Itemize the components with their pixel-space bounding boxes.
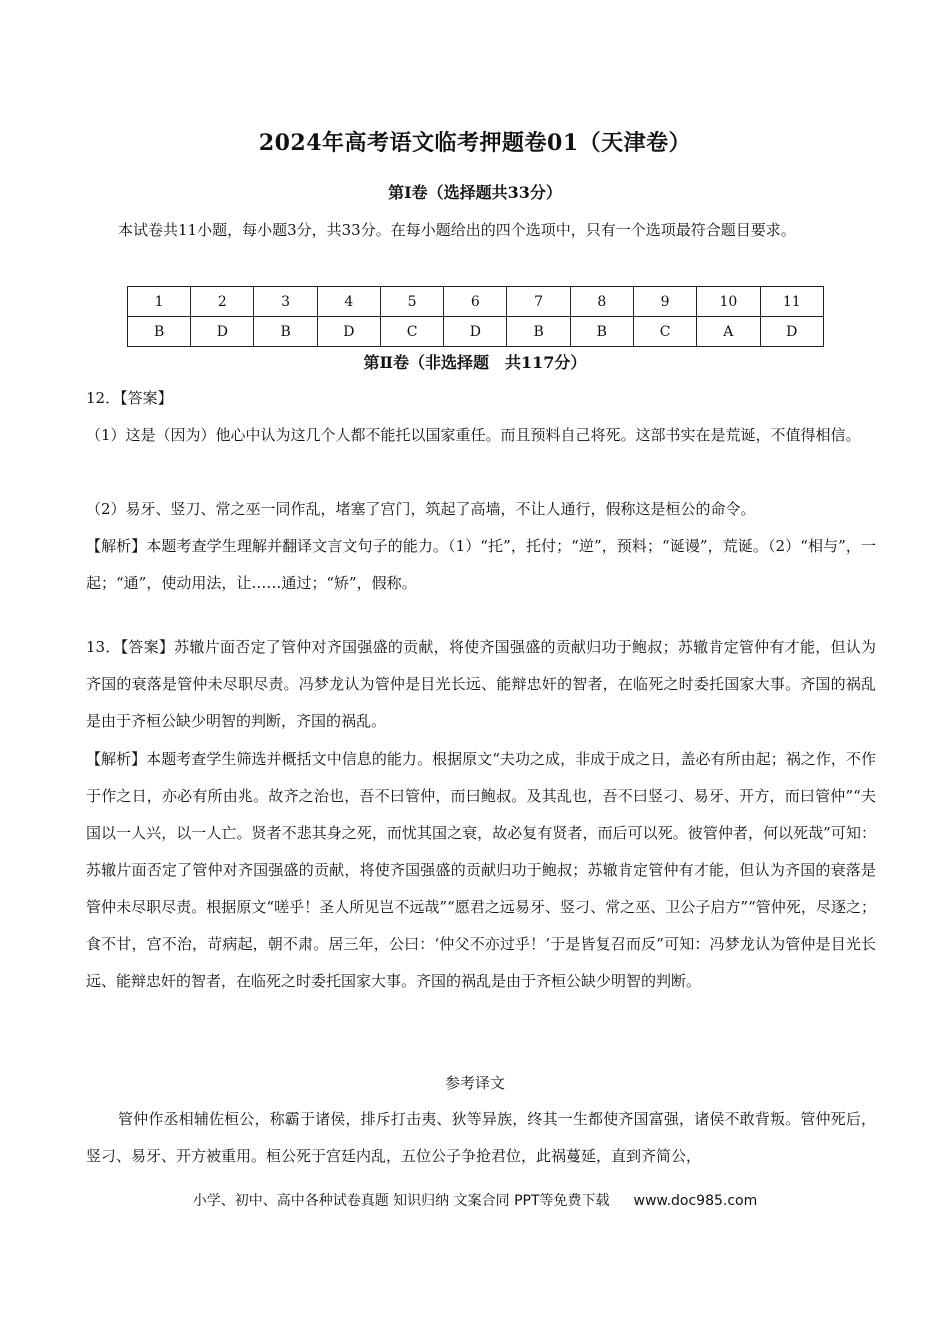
translation-heading: 参考译文 <box>444 1074 505 1092</box>
answer-cell: D <box>444 317 507 347</box>
answer-cell: B <box>254 317 317 347</box>
q12-analysis: 【解析】本题考查学生理解并翻译文言文句子的能力。（1）“托”，托付；“逆”，预料；“诞谩”，荒诞。（2）“相与”，一起；“通”，使动用法，让……通过；“矫”，假称。 <box>86 537 876 592</box>
page-title: 2024年高考语文临考押题卷01（天津卷） <box>258 130 692 156</box>
q13-answer: 13．【答案】苏辙片面否定了管仲对齐国强盛的贡献，将使齐国强盛的贡献归功于鲍叔；苏辙肯定管仲有才能，但认为齐国的衰落是管仲未尽职尽责。冯梦龙认为管仲是目光长远、能辩忠奸的智者，在临死之时委托国家大事。齐国的祸乱是由于齐桓公缺少明智的判断，齐国的祸乱。 <box>86 638 876 730</box>
answer-cell: C <box>380 317 443 347</box>
q12-label: 12．【答案】 <box>86 389 173 407</box>
part2-heading: 第Ⅱ卷（非选择题 共117分） <box>363 353 587 372</box>
question-number-cell: 5 <box>380 287 443 317</box>
answer-cell: D <box>317 317 380 347</box>
q12-answer-2: （2）易牙、竖刀、常之巫一同作乱，堵塞了宫门，筑起了高墙，不让人通行，假称这是桓公的命令。 <box>86 500 756 518</box>
answer-cell: A <box>697 317 760 347</box>
answer-table-answer-row <box>128 317 824 347</box>
answer-cell: B <box>128 317 191 347</box>
part1-heading: 第Ⅰ卷（选择题共33分） <box>388 183 562 202</box>
question-number-cell: 7 <box>507 287 570 317</box>
question-number-cell: 4 <box>317 287 380 317</box>
answer-cell: D <box>191 317 254 347</box>
question-number-cell: 8 <box>570 287 633 317</box>
answer-cell: B <box>570 317 633 347</box>
answer-cell: B <box>507 317 570 347</box>
answer-table <box>127 286 824 347</box>
answer-cell: C <box>633 317 696 347</box>
question-number-cell: 9 <box>633 287 696 317</box>
answer-cell: D <box>760 317 823 347</box>
question-number-cell: 2 <box>191 287 254 317</box>
footer-text: 小学、初中、高中各种试卷真题 知识归纳 文案合同 PPT等免费下载 <box>192 1193 610 1209</box>
translation-text: 管仲作丞相辅佐桓公，称霸于诸侯，排斥打击夷、狄等异族，终其一生都使齐国富强，诸侯不敢背叛。管仲死后，竖刁、易牙、开方被重用。桓公死于宫廷内乱，五位公子争抢君位，此祸蔓延，直到齐简公， <box>86 1110 876 1165</box>
question-number-cell: 10 <box>697 287 760 317</box>
page-footer <box>0 1190 950 1210</box>
q13-analysis: 【解析】本题考查学生筛选并概括文中信息的能力。根据原文“夫功之成，非成于成之日，盖必有所由起；祸之作，不作于作之日，亦必有所由兆。故齐之治也，吾不曰管仲，而曰鲍叔。及其乱也，吾不曰竖刁、易牙、开方，而曰管仲”“夫国以一人兴，以一人亡。贤者不悲其身之死，而忧其国之衰，故必复有贤者，而后可以死。彼管仲者，何以死哉”可知：苏辙片面否定了管仲对齐国强盛的贡献，将使齐国强盛的贡献归功于鲍叔；苏辙肯定管仲有才能，但认为齐国的衰落是管仲未尽职尽责。根据原文“嗟乎！圣人所见岂不远哉”“愿君之远易牙、竖刁、常之巫、卫公子启方”“管仲死，尽逐之；食不甘，宫不治，苛病起，朝不肃。居三年，公曰：‘仲父不亦过乎！’于是皆复召而反”可知：冯梦龙认为管仲是目光长远、能辩忠奸的智者，在临死之时委托国家大事。齐国的祸乱是由于齐桓公缺少明智的判断。 <box>86 750 876 990</box>
question-number-cell: 1 <box>128 287 191 317</box>
question-number-cell: 3 <box>254 287 317 317</box>
answer-table-number-row <box>128 287 824 317</box>
question-number-cell: 11 <box>760 287 823 317</box>
footer-url[interactable]: www.doc985.com <box>633 1193 758 1209</box>
part1-instructions: 本试卷共11小题，每小题3分，共33分。在每小题给出的四个选项中，只有一个选项最符合题目要求。 <box>118 221 796 239</box>
q12-answer-1: （1）这是（因为）他心中认为这几个人都不能托以国家重任。而且预料自己将死。这部书实在是荒诞，不值得相信。 <box>86 426 861 444</box>
question-number-cell: 6 <box>444 287 507 317</box>
